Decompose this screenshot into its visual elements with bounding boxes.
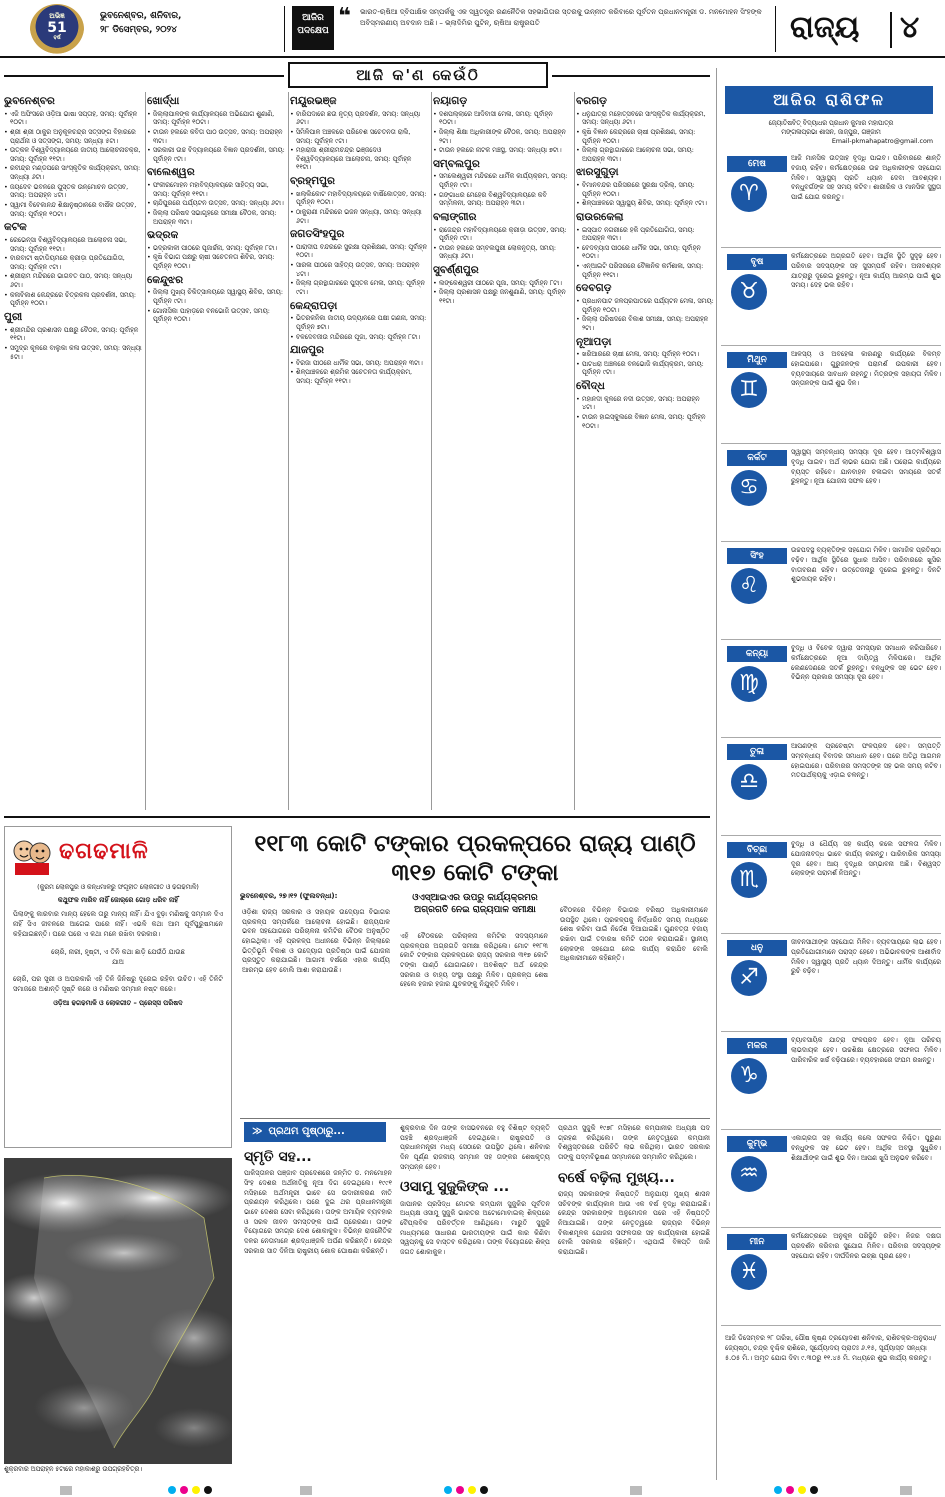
continuation-text-3: ଜାପାନର ପ୍ରସିଦ୍ଧ ମୋଟର କମ୍ପାନୀ ସୁଜୁକିର ପୂର୍ବତନ ଅଧ୍ୟକ୍ଷ ଓସାମୁ ସୁଜୁକି ଭାରତର ଅଟୋମୋବାଇଲ୍ ଶିଳ୍ପରେ ବୈପ୍ଲବିକ ପରିବର୍ତ୍ତନ ଆଣିଥିଲେ। ମାରୁତି ସୁଜୁକି ମାଧ୍ୟମରେ ସାଧାରଣ ଭାରତୀୟଙ୍କ ପାଇଁ କାର କିଣିବା ସ୍ୱପ୍ନକୁ ସେ ବାସ୍ତବ କରିଥିଲେ। ତାଙ୍କ ବିୟୋଗରେ ଶିଳ୍ପ ଜଗତ ଶୋକାକୁଳ। — [400, 1199, 550, 1257]
masthead — [0, 0, 945, 58]
print-registration-bar — [0, 1484, 945, 1497]
cartoon-faces-icon — [11, 833, 53, 877]
event-entry: • ଶିଳ୍ପାଞ୍ଚଳରେ ସ୍ୱାସ୍ଥ୍ୟ ଶିବିର, ସମୟ: ପୂର୍ବାହ୍ନ ୯ଟା। — [576, 199, 714, 208]
event-entry: • ଏନ୍ଆଇଟି ପରିସରରେ ବୈଜ୍ଞାନିକ କର୍ମଶାଳା, ସମୟ: ପୂର୍ବାହ୍ନ ୧୧ଟା। — [576, 262, 714, 279]
continuation-text-2: ଶୁକ୍ରବାର ଦିନ ତାଙ୍କ ବାସଭବନରେ ବହୁ ବିଶିଷ୍ଟ ବ୍ୟକ୍ତି ପହଞ୍ଚି ଶ୍ରଦ୍ଧାଞ୍ଜଳି ଦେଇଥିଲେ। ରାଷ୍ଟ୍ରପତି ଓ ପ୍ରଧାନମନ୍ତ୍ରୀ ମଧ୍ୟ ସେଠାରେ ଉପସ୍ଥିତ ଥିଲେ। ଶନିବାର ଦିନ ପୂର୍ଣ୍ଣ ରାଜକୀୟ ସମ୍ମାନ ସହ ତାଙ୍କର ଶେଷକୃତ୍ୟ ସମ୍ପନ୍ନ ହେବ। — [400, 1124, 550, 1171]
folk-sayings-header — [5, 827, 231, 883]
folk-saying-heading: କଥୁଫଳ ମାରିବ ନାହିଁ ଜୋର୍‌ରେ ଗୋଡ଼ ଧରିବ ନାହିଁ — [57, 896, 179, 905]
story-column-3: ବୈଠକରେ ବିଭିନ୍ନ ବିଭାଗର ବରିଷ୍ଠ ଅଧିକାରୀମାନେ ଉପସ୍ଥିତ ଥିଲେ। ପ୍ରକଳ୍ପକୁ ନିର୍ଦ୍ଧାରିତ ସମୟ ମଧ୍ୟରେ ଶେଷ କରିବା ପାଇଁ ନିର୍ଦ୍ଦେଶ ଦିଆଯାଇଛି। ଗୁଣବତ୍ତା ବଜାୟ ରଖିବା ପାଇଁ ତଦାରଖ କମିଟି ଗଠନ କରାଯାଇଛି। ସ୍ଥାନୀୟ ଲୋକଙ୍କ ସହଯୋଗ ନେଇ କାର୍ଯ୍ୟ କରାଯିବ ବୋଲି ଅଧିକାରୀମାନେ କହିଛନ୍ତି। — [560, 906, 708, 963]
badge-bottom-text: ବର୍ଷ — [53, 35, 61, 42]
city-heading: ନୂଆପଡ଼ା — [576, 335, 612, 348]
black-dot — [810, 1486, 818, 1494]
zodiac-divider — [721, 443, 941, 444]
horoscope-title: ଆଜିର ରାଶିଫଳ — [725, 86, 933, 114]
yellow-dot — [798, 1486, 806, 1494]
zodiac-symbol-icon: ♓ — [731, 1254, 767, 1290]
black-dot — [480, 1486, 488, 1494]
zodiac-prediction: ବୁଦ୍ଧି ଓ ବିବେକ ଦ୍ୱାରା ସମସ୍ୟାର ସମାଧାନ କରିପାରିବେ। କର୍ମକ୍ଷେତ୍ରରେ ନୂଆ ଦାୟିତ୍ୱ ମିଳିପାରେ। ଆର୍ଥିକ ଲେଣଦେଣରେ ସତର୍କ ରୁହନ୍ତୁ। ବନ୍ଧୁଙ୍କ ସହ ଭେଟ ହେବ। ବିଭିନ୍ନ ପ୍ରକାର ସମସ୍ୟା ଦୂର ହେବ। — [791, 644, 941, 682]
city-heading: ଦେବଗଡ଼ — [576, 282, 612, 295]
zodiac-symbol-icon: ♈ — [731, 176, 767, 212]
zodiac-sign-block — [721, 642, 941, 740]
divider — [284, 6, 285, 52]
event-entry: • ଟାଉନ ହଲରେ ସମ୍ବଲପୁରୀ ଲୋକନୃତ୍ୟ, ସମୟ: ସନ୍ଧ୍ୟା ୬ଟା। — [433, 244, 571, 261]
zodiac-divider — [721, 247, 941, 248]
zodiac-prediction: ଜୀବନସାଥୀଙ୍କ ସହଯୋଗ ମିଳିବ। ବ୍ୟବସାୟରେ ଲାଭ ହେବ। ପ୍ରତିଯୋଗୀମାନେ ପରାସ୍ତ ହେବେ। ଅଭିଭାବକଙ୍କ ଆଶୀର୍ବାଦ ମିଳିବ। ସ୍ୱାସ୍ଥ୍ୟ ପ୍ରତି ଧ୍ୟାନ ଦିଅନ୍ତୁ। ଧାର୍ମିକ କାର୍ଯ୍ୟରେ ରୁଚି ବଢ଼ିବ। — [791, 938, 941, 976]
event-entry: • ଠାକୁରାଣୀ ମନ୍ଦିରରେ ଭଜନ ସନ୍ଧ୍ୟା, ସମୟ: ସନ୍ଧ୍ୟା ୬ଟା। — [290, 208, 428, 225]
event-entry: • ଗୋନାସିକା ପାହାଡ଼ରେ ବନଭୋଜି ଉତ୍ସବ, ସମୟ: ପୂର୍ବାହ୍ନ ୧୦ଟା। — [147, 307, 285, 324]
event-entry: • ସରକାରୀ ଉଚ୍ଚ ବିଦ୍ୟାଳୟରେ ବିଜ୍ଞାନ ପ୍ରଦର୍ଶନୀ, ସମୟ: ପୂର୍ବାହ୍ନ ୯ଟା। — [147, 146, 285, 163]
city-heading: ବରଗଡ଼ — [576, 95, 607, 107]
event-entry: • ସମଲେଶ୍ୱରୀ ମନ୍ଦିରରେ ଧାର୍ମିକ କାର୍ଯ୍ୟକ୍ରମ, ସମୟ: ପୂର୍ବାହ୍ନ ୯ଟା। — [433, 172, 571, 189]
city-heading: ବ୍ରହ୍ମପୁର — [290, 175, 335, 188]
zodiac-sign-block — [721, 1230, 941, 1328]
zodiac-prediction: ଆପଣଙ୍କ ପ୍ରଚେଷ୍ଟା ଫଳପ୍ରଦ ହେବ। ସମ୍ପତ୍ତି ସମ୍ବନ୍ଧୀୟ ବିବାଦର ସମାଧାନ ହେବ। ଘରେ ଅତିଥି ଆଗମନ ହୋଇପାରେ। ପରିବାରର ସମସ୍ତଙ୍କ ସହ ଭଲ ସମୟ କଟିବ। ମତପାର୍ଥକ୍ୟକୁ ଏଡ଼ାଇ ଚଳନ୍ତୁ। — [791, 742, 941, 780]
zodiac-sign-name: କନ୍ୟା — [727, 646, 787, 662]
event-entry: • ଟାଉନ ହାଇସ୍କୁଲରେ ବିଜ୍ଞାନ ମେଳା, ସମୟ: ପୂର୍ବାହ୍ନ ୧୦ଟା। — [576, 413, 714, 430]
event-entry: • ରବୀନ୍ଦ୍ର ମଣ୍ଡପରେ ସାଂସ୍କୃତିକ କାର୍ଯ୍ୟକ୍ରମ, ସମୟ: ସନ୍ଧ୍ୟା ୬ଟା। — [4, 164, 142, 181]
zodiac-sign-name: ବୃଷ — [727, 254, 787, 270]
city-heading: ବୌଦ୍ଧ — [576, 380, 605, 393]
city-heading: ପୁରୀ — [4, 311, 23, 323]
zodiac-divider — [721, 1031, 941, 1032]
listings-column-3 — [290, 92, 428, 810]
zodiac-divider — [721, 1129, 941, 1130]
listings-banner-row — [0, 62, 710, 90]
zodiac-sign-name: କୁମ୍ଭ — [727, 1136, 787, 1152]
continuation-text-4: ପ୍ରଥମ ସୁଜୁକି ୧୯୭୮ ମସିହାରେ କମ୍ପାନୀର ଅଧ୍ୟକ୍ଷ ପଦ ଗ୍ରହଣ କରିଥିଲେ। ତାଙ୍କ ନେତୃତ୍ୱରେ କମ୍ପାନୀ ବିଶ୍ୱସ୍ତରରେ ପରିଚିତି ଲାଭ କରିଥିଲା। ଭାରତ ସରକାର ତାଙ୍କୁ ପଦ୍ମବିଭୂଷଣ ସମ୍ମାନରେ ସମ୍ମାନିତ କରିଥିଲେ। — [558, 1124, 710, 1162]
city-heading: ଭୁବନେଶ୍ବର — [4, 95, 55, 107]
city-heading: ଭଦ୍ରକ — [147, 229, 179, 242]
column-rule — [574, 92, 575, 810]
zodiac-sign-name: ସିଂହ — [727, 548, 787, 564]
zodiac-symbol-icon: ♏ — [731, 862, 767, 898]
event-entry: • ପାଟଧରା ଅଞ୍ଚଳରେ ବନଭୋଜି କାର୍ଯ୍ୟକ୍ରମ, ସମୟ: ପୂର୍ବାହ୍ନ ୯ଟା। — [576, 360, 714, 377]
event-entry: • ଦଶପଲ୍ଲାରେ ଆଦିବାସୀ ମେଳା, ସମୟ: ପୂର୍ବାହ୍ନ ୧୦ଟା। — [433, 110, 571, 127]
satellite-caption: ଶୁକ୍ରବାର ଅପରାହ୍ନ ୫ଟାରେ ମହାକାଶରୁ ଉପଗ୍ରହଚିତ୍ର। — [4, 1466, 143, 1473]
zodiac-prediction: ଆଜି ମାନସିକ ଉତ୍ସାହ ବୃଦ୍ଧି ପାଇବ। ପରିବାରରେ ଶାନ୍ତି ବଜାୟ ରହିବ। କର୍ମକ୍ଷେତ୍ରରେ ଉଚ୍ଚ ଅଧିକାରୀଙ୍କ ସହଯୋଗ ମିଳିବ। ସ୍ୱାସ୍ଥ୍ୟ ପ୍ରତି ଧ୍ୟାନ ଦେବା ଆବଶ୍ୟକ। ବନ୍ଧୁବର୍ଗଙ୍କ ସହ ସମୟ କଟିବ। ଶାରୀରିକ ଓ ମାନସିକ ସୁସ୍ଥତା ପାଇଁ ଯୋଗ କରନ୍ତୁ। — [791, 154, 941, 201]
folk-saying-body-2: ଚୋରି, ପର ସ୍ତ୍ରୀ ଓ ଅପରକାରି ଏହି ତିନି ଜିନିଷରୁ ଦୂରେଇ ରହିବା ଉଚିତ। ଏହି ତିନିଟି ସମାଜରେ ଅଶାନ୍ତି ସୃଷ୍ଟି କରେ ଓ ମଣିଷର ସମ୍ମାନ ନଷ୍ଟ କରେ। — [13, 975, 223, 994]
event-entry: • ଚାନ୍ଦିପୁରରେ ପର୍ଯ୍ୟଟନ ଉତ୍ସବ, ସମୟ: ସନ୍ଧ୍ୟା ୬ଟା। — [147, 199, 285, 208]
cyan-dot — [774, 1486, 782, 1494]
event-entry: • କୃଷି ବିଜ୍ଞାନ କେନ୍ଦ୍ରରେ ଚାଷୀ ପ୍ରଶିକ୍ଷଣ, ସମୟ: ପୂର୍ବାହ୍ନ ୧୦ଟା। — [576, 128, 714, 145]
zodiac-sign-name: ଧନୁ — [727, 940, 787, 956]
event-entry: • ଟାଉନ ହଲରେ ନାଟକ ମଞ୍ଚସ୍ଥ, ସମୟ: ସନ୍ଧ୍ୟା ୭ଟା। — [433, 146, 571, 155]
event-entry: • ବେଦବ୍ୟାସ ପୀଠରେ ଧାର୍ମିକ ସଭା, ସମୟ: ପୂର୍ବାହ୍ନ ୧୦ଟା। — [576, 244, 714, 261]
event-entry: • ଜିଲ୍ଲା ପରିଷଦ ସଭାଗୃହରେ ସମୀକ୍ଷା ବୈଠକ, ସମୟ: ଅପରାହ୍ନ ୩ଟା। — [147, 209, 285, 226]
event-entry: • ଜିଲ୍ଲା ମୁଖ୍ୟ ଚିକିତ୍ସାଳୟରେ ସ୍ୱାସ୍ଥ୍ୟ ଶିବିର, ସମୟ: ପୂର୍ବାହ୍ନ ୯ଟା। — [147, 288, 285, 305]
continuation-heading-1: ସ୍ମୃତି ସହ... — [244, 1149, 312, 1165]
event-entry: • ରାଜେନ୍ଦ୍ର ମହାବିଦ୍ୟାଳୟରେ କ୍ରୀଡ଼ା ଉତ୍ସବ, ସମୟ: ପୂର୍ବାହ୍ନ ୯ଟା। — [433, 226, 571, 243]
zodiac-symbol-icon: ♊ — [731, 372, 767, 408]
event-entry: • ମହାନଦୀ କୂଳରେ ନଦୀ ଉତ୍ସବ, ସମୟ: ଅପରାହ୍ନ ୪ଟା। — [576, 395, 714, 412]
magenta-dot — [180, 1486, 188, 1494]
listings-column-4 — [433, 92, 571, 810]
zodiac-sign-block — [721, 1034, 941, 1132]
continuation-text-1: ପାକିସ୍ତାନର ପଞ୍ଜାବ ପ୍ରଦେଶରେ ଜନ୍ମିତ ଡ. ମନମୋହନ ସିଂହ ଦେଶର ଅର୍ଥନୀତିକୁ ନୂଆ ଦିଗ ଦେଇଥିଲେ। ୧୯୯୧ ମସିହାରେ ଅର୍ଥମନ୍ତ୍ରୀ ଭାବେ ସେ ଉଦାରୀକରଣ ନୀତି ପ୍ରଣୟନ କରିଥିଲେ। ପରେ ଦୁଇ ଥର ପ୍ରଧାନମନ୍ତ୍ରୀ ଭାବେ ଦେଶର ସେବା କରିଥିଲେ। ତାଙ୍କ ଅମାୟିକ ବ୍ୟବହାର ଓ ସରଳ ଜୀବନ ସମସ୍ତଙ୍କ ପାଇଁ ପ୍ରେରଣା। ତାଙ୍କ ବିୟୋଗରେ ସମଗ୍ର ଦେଶ ଶୋକାକୁଳ। ବିଭିନ୍ନ ରାଜନୈତିକ ଦଳର ନେତାମାନେ ଶ୍ରଦ୍ଧାଞ୍ଜଳି ଅର୍ପଣ କରିଛନ୍ତି। କେନ୍ଦ୍ର ସରକାର ସାତ ଦିନିଆ ରାଷ୍ଟ୍ରୀୟ ଶୋକ ଘୋଷଣା କରିଛନ୍ତି। — [244, 1169, 392, 1255]
event-entry: • ଗଙ୍ଗାଧର ମେହେର ବିଶ୍ୱବିଦ୍ୟାଳୟରେ କବି ସମ୍ମିଳନୀ, ସମୟ: ଅପରାହ୍ନ ୩ଟା। — [433, 191, 571, 208]
event-entry: • ଜିଲ୍ଲା ପ୍ରଶାସନ ପକ୍ଷରୁ ଜନଶୁଣାଣି, ସମୟ: ପୂର୍ବାହ୍ନ ୧୧ଟା। — [433, 288, 571, 305]
zodiac-sign-name: ବିଚ୍ଛା — [727, 842, 787, 858]
print-mark — [300, 1486, 312, 1495]
continuation-text-5: ରାଜ୍ୟ ସରକାରଙ୍କ ନିଷ୍ପତ୍ତି ଅନୁଯାୟୀ ମୁଖ୍ୟ ଶାସନ ସଚିବଙ୍କ କାର୍ଯ୍ୟକାଳ ଆଉ ଏକ ବର୍ଷ ବୃଦ୍ଧି କରାଯାଇଛି। କେନ୍ଦ୍ର ସରକାରଙ୍କ ଅନୁମୋଦନ ପରେ ଏହି ନିଷ୍ପତ୍ତି ନିଆଯାଇଛି। ତାଙ୍କ ନେତୃତ୍ୱରେ ରାଜ୍ୟର ବିଭିନ୍ନ ବିକାଶମୂଳକ ଯୋଜନା ସଫଳତାର ସହ କାର୍ଯ୍ୟକାରୀ ହୋଇଛି ବୋଲି ସରକାର କହିଛନ୍ତି। ଏଥିପାଇଁ ବିଜ୍ଞପ୍ତି ଜାରି କରାଯାଇଛି। — [558, 1189, 710, 1257]
zodiac-divider — [721, 541, 941, 542]
event-listings — [4, 92, 712, 810]
event-entry: • ମହାରାଜା ଶ୍ରୀରାମଚନ୍ଦ୍ର ଭଞ୍ଜଦେଓ ବିଶ୍ୱବିଦ୍ୟାଳୟରେ ଆଲୋଚନା, ସମୟ: ପୂର୍ବାହ୍ନ ୧୧ଟା। — [290, 146, 428, 172]
zodiac-prediction: ବୁଦ୍ଧି ଓ ଧୈର୍ଯ୍ୟ ସହ କାର୍ଯ୍ୟ କଲେ ସଫଳତା ମିଳିବ। ଯୋଜନାବଦ୍ଧ ଭାବେ କାର୍ଯ୍ୟ କରନ୍ତୁ। ପାରିବାରିକ ସମସ୍ୟା ଦୂର ହେବ। ଆୟ ବୃଦ୍ଧିର ସମ୍ଭାବନା ଅଛି। ବିଶ୍ୱସ୍ତ ଲୋକଙ୍କ ପରାମର୍ଶ ନିଅନ୍ତୁ। — [791, 840, 941, 878]
zodiac-sign-name: ମେଷ — [727, 156, 787, 172]
satellite-map-graphic — [4, 1158, 232, 1464]
city-heading: ମୟୂରଭଞ୍ଜ — [290, 95, 337, 107]
yellow-dot — [468, 1486, 476, 1494]
event-entry: • ବଳଦେବଜୀଉ ମନ୍ଦିରରେ ପୂଜା, ସମୟ: ପୂର୍ବାହ୍ନ ୮ଟା। — [290, 333, 428, 342]
zodiac-symbol-icon: ♌ — [731, 568, 767, 604]
zodiac-prediction: ସ୍ୱାସ୍ଥ୍ୟ ସମ୍ବନ୍ଧୀୟ ସମସ୍ୟା ଦୂର ହେବ। ଆତ୍ମବିଶ୍ୱାସ ବୃଦ୍ଧି ପାଇବ। ଅର୍ଥ ଲାଭର ଯୋଗ ଅଛି। ଘରୋଇ କାର୍ଯ୍ୟରେ ବ୍ୟସ୍ତ ରହିବେ। ଯାନବାହନ ଚଳାଇବା ସମୟରେ ସତର୍କ ରୁହନ୍ତୁ। ନୂଆ ଯୋଜନା ସଫଳ ହେବ। — [791, 448, 941, 486]
cyan-dot — [444, 1486, 452, 1494]
zodiac-prediction: ଏକାଗ୍ରତା ସହ କାର୍ଯ୍ୟ କଲେ ସଫଳତା ନିଶ୍ଚିତ। ପୁରୁଣା ବନ୍ଧୁଙ୍କ ସହ ଭେଟ ହେବ। ଆର୍ଥିକ ଅବସ୍ଥା ସୁଧୁରିବ। ଶିକ୍ଷାର୍ଥୀଙ୍କ ପାଇଁ ଶୁଭ ଦିନ। ଆପଣ ଖୁସି ଅନୁଭବ କରିବେ। — [791, 1134, 941, 1162]
event-entry: • ଖରିଆରରେ ଚାଷୀ ମେଳା, ସମୟ: ପୂର୍ବାହ୍ନ ୧୦ଟା। — [576, 350, 714, 359]
zodiac-symbol-icon: ♍ — [731, 666, 767, 702]
zodiac-divider — [721, 933, 941, 934]
astrologer-email: Email-pkmahapatro@gmail.com — [831, 137, 933, 145]
event-entry: • ଜୟଦେବ ଭବନରେ ପୁସ୍ତକ ଉନ୍ମୋଚନ ଉତ୍ସବ, ସମୟ: ଅପରାହ୍ନ ୪ଟା। — [4, 183, 142, 200]
event-entry: • ଇସ୍ପାତ ନଗରୀରେ ହକି ପ୍ରତିଯୋଗିତା, ସମୟ: ଅପରାହ୍ନ ୩ଟା। — [576, 226, 714, 243]
zodiac-prediction: ଆଳସ୍ୟ ଓ ଅବହେଳା କାରଣରୁ କାର୍ଯ୍ୟରେ ବିଳମ୍ବ ହୋଇପାରେ। ଗୁରୁଜନଙ୍କ ପରାମର୍ଶ ଉପକାରୀ ହେବ। ବ୍ୟବସାୟରେ ସାବଧାନ ରହନ୍ତୁ। ମିତ୍ରଙ୍କ ସହାୟତା ମିଳିବ। ସନ୍ତାନଙ୍କ ପାଇଁ ଶୁଭ ଦିନ। — [791, 350, 941, 388]
section-name: ରାଜ୍ୟ — [790, 10, 860, 45]
magenta-dot — [786, 1486, 794, 1494]
city-heading: ଝାରସୁଗୁଡ଼ା — [576, 166, 619, 179]
event-entry: • ଶ୍ରୀମନ୍ଦିର ପ୍ରଶାସନ ପକ୍ଷରୁ ବୈଠକ, ସମୟ: ପୂର୍ବାହ୍ନ ୧୧ଟା। — [4, 326, 142, 343]
continuation-heading-2: ଓସାମୁ ସୁଜୁକିଙ୍କ ... — [400, 1179, 510, 1196]
thought-label-line-2: ପଦକ୍ଷେପ — [297, 25, 329, 36]
satellite-weather-image — [4, 1158, 232, 1464]
main-headline: ୧୧୮୩ କୋଟି ଟଙ୍କାର ପ୍ରକଳ୍ପରେ ରାଜ୍ୟ ପାଣ୍ଠି ୩୧୭ କୋଟି ଟଙ୍କା — [254, 831, 696, 886]
city-heading: ରାଉରକେଲା — [576, 210, 624, 223]
event-entry: • ପ୍ରଧାନପାଟ ଜଳପ୍ରପାତରେ ପର୍ଯ୍ୟଟନ ମେଳା, ସମୟ: ପୂର୍ବାହ୍ନ ୧୦ଟା। — [576, 297, 714, 314]
zodiac-prediction: ବ୍ୟାବସାୟିକ ଯାତ୍ରା ଫଳପ୍ରଦ ହେବ। ନୂଆ ପରିଚୟ ଲାଭଦାୟକ ହେବ। ଉଚ୍ଚଶିକ୍ଷା କ୍ଷେତ୍ରରେ ସଫଳତା ମିଳିବ। ପାରିବାରିକ ଖର୍ଚ୍ଚ ବଢ଼ିପାରେ। ବ୍ୟବହାରରେ ସଂଯମ ରଖନ୍ତୁ। — [791, 1036, 941, 1064]
divider — [775, 6, 776, 52]
listings-banner: ଆଜି କ'ଣ କେଉଁଠି — [288, 62, 548, 88]
story-rule — [240, 1118, 710, 1119]
zodiac-prediction: କର୍ମକ୍ଷେତ୍ରରେ ଅନୁକୂଳ ପରିସ୍ଥିତି ରହିବ। ନିଜର ଦକ୍ଷତା ପ୍ରଦର୍ଶନ କରିବାର ସୁଯୋଗ ମିଳିବ। ପରିବାର ସଦସ୍ୟଙ୍କ ସହଯୋଗ ରହିବ। ଦୀର୍ଘଦିନର ଇଚ୍ଛା ପୂରଣ ହେବ। — [791, 1232, 941, 1260]
event-entry: • ଜିଲ୍ଲା ଶିକ୍ଷା ଅଧିକାରୀଙ୍କ ବୈଠକ, ସମୟ: ଅପରାହ୍ନ ୨ଟା। — [433, 128, 571, 145]
badge-top-text: ଅଭିଜ୍ଞ — [49, 12, 65, 20]
city-heading: ଖୋର୍ଦ୍ଧା — [147, 95, 180, 107]
cyan-dot — [168, 1486, 176, 1494]
event-entry: • ବାରବାଟୀ ଷ୍ଟାଡିୟମରେ କ୍ରୀଡ଼ା ପ୍ରତିଯୋଗିତା, ସମୟ: ପୂର୍ବାହ୍ନ ୯ଟା। — [4, 254, 142, 271]
event-entry: • ବିରଜା ପୀଠରେ ଧାର୍ମିକ ସଭା, ସମୟ: ଅପରାହ୍ନ ୩ଟା। — [290, 359, 428, 368]
date-weekday: ଭୁବନେଶ୍ବର, ଶନିବାର, — [100, 11, 182, 21]
zodiac-sign-name: କର୍କଟ — [727, 450, 787, 466]
zodiac-sign-block — [721, 250, 941, 348]
event-entry: • ଏଜି ଅଫିସରେ ଓଡ଼ିଆ ଭାଷା ସପ୍ତାହ, ସମୟ: ପୂର୍ବାହ୍ନ ୧୦ଟା। — [4, 110, 142, 127]
event-entry: • ଜିଲ୍ଲା ଗ୍ରନ୍ଥାଗାରରେ ପୁସ୍ତକ ମେଳା, ସମୟ: ପୂର୍ବାହ୍ନ ୯ଟା। — [290, 279, 428, 296]
folk-verse: ଚୋରି, ନାରୀ, ହୃଷ୍ଟୀ, ଏ ତିନି କଥା ଛାଡ଼ି ଯେଉଁଠି ଯାଉଛ ଯାଅ — [51, 947, 185, 966]
event-entry: • ପାରାଦୀପ ବନ୍ଦରରେ ସୁରକ୍ଷା ପ୍ରଶିକ୍ଷଣ, ସମୟ: ପୂର୍ବାହ୍ନ ୧୦ଟା। — [290, 243, 428, 260]
event-entry: • କଳାବିକାଶ କେନ୍ଦ୍ରରେ ଚିତ୍ରକଳା ପ୍ରଦର୍ଶନୀ, ସମୟ: ପୂର୍ବାହ୍ନ ୧୦ଟା। — [4, 291, 142, 308]
column-rule — [288, 92, 289, 810]
badge-number: 51 — [47, 20, 67, 37]
folk-sayings-box — [4, 826, 232, 1148]
print-mark — [900, 1486, 912, 1495]
zodiac-sign-block — [721, 838, 941, 936]
divider — [890, 12, 892, 48]
event-entry: • ଶ୍ରୀ ଶ୍ରୀ ଠାକୁର ଅନୁକୂଳଚନ୍ଦ୍ର ସତ୍ସଙ୍ଗ ବିହାରରେ ପ୍ରାର୍ଥନା ଓ ସତ୍ସଙ୍ଗ, ସମୟ: ସନ୍ଧ୍ୟା ୫ଟା। — [4, 128, 142, 145]
event-entry: • ଫକୀରମୋହନ ମହାବିଦ୍ୟାଳୟରେ ସାହିତ୍ୟ ସଭା, ସମୟ: ପୂର୍ବାହ୍ନ ୧୧ଟା। — [147, 181, 285, 198]
event-entry: • ଟାଉନ ହଲରେ କବିତା ପାଠ ଉତ୍ସବ, ସମୟ: ଅପରାହ୍ନ ୩ଟା। — [147, 128, 285, 145]
event-entry: • ସିମିଳିପାଳ ଅଞ୍ଚଳରେ ପରିବେଶ ସଚେତନତା ରାଲି, ସମୟ: ପୂର୍ବାହ୍ନ ୯ଟା। — [290, 128, 428, 145]
thought-label — [292, 6, 334, 50]
continuation-column-1 — [244, 1146, 392, 1474]
zodiac-divider — [721, 1325, 941, 1326]
event-entry: • ଉତ୍କଳ ବିଶ୍ୱବିଦ୍ୟାଳୟରେ ଜାତୀୟ ଆଲୋଚନାଚକ୍ର, ସମୟ: ପୂର୍ବାହ୍ନ ୧୧ଟା। — [4, 146, 142, 163]
section-rule — [4, 816, 710, 818]
zodiac-divider — [721, 345, 941, 346]
print-mark — [630, 1486, 642, 1495]
zodiac-symbol-icon: ♑ — [731, 1058, 767, 1094]
event-entry: • ଲଙ୍କେଶ୍ୱରୀ ପୀଠରେ ପୂଜା, ସମୟ: ପୂର୍ବାହ୍ନ ୮ଟା। — [433, 279, 571, 288]
continuation-heading-3: ବର୍ଷେ ବଢ଼ିଲା ମୁଖ୍ୟ... — [558, 1169, 675, 1186]
zodiac-symbol-icon: ♎ — [731, 764, 767, 800]
city-heading: ଜଗତସିଂହପୁର — [290, 228, 345, 241]
zodiac-prediction: କର୍ମକ୍ଷେତ୍ରରେ ଅଗ୍ରଗତି ହେବ। ଆର୍ଥିକ ସ୍ଥିତି ସୁଦୃଢ଼ ହେବ। ପରିବାର ସଦସ୍ୟଙ୍କ ସହ ସୁସମ୍ପର୍କ ରହିବ। ଅନାବଶ୍ୟକ ଯାତ୍ରାରୁ ଦୂରେଇ ରୁହନ୍ତୁ। ନୂଆ କାର୍ଯ୍ୟ ଆରମ୍ଭ ପାଇଁ ଶୁଭ ସମୟ। ଦେହ ଭଲ ରହିବ। — [791, 252, 941, 290]
horoscope-panel — [716, 68, 945, 1480]
zodiac-symbol-icon: ♉ — [731, 274, 767, 310]
magenta-dot — [456, 1486, 464, 1494]
folk-sayings-credit: ଓଡ଼ିଆ ଢଗଢମାଳି ଓ ଲୋକଗୀତ – ପ୍ରେସ୍‌ସ ପରିଷଦ — [53, 999, 183, 1008]
zodiac-sign-block — [721, 348, 941, 446]
quote-icon: ❝ — [338, 4, 351, 29]
city-heading: କଟକ — [4, 221, 27, 234]
event-entry: • ଶିଳ୍ପାଞ୍ଚଳରେ ଶ୍ରମିକ ସଚେତନତା କାର୍ଯ୍ୟକ୍ରମ, ସମୟ: ପୂର୍ବାହ୍ନ ୧୧ଟା। — [290, 368, 428, 385]
folk-sayings-subtitle: (କୁରମ ଲୋକପୁର ଓ କନ୍ଧମାଳରୁ ସଂଗୃହୀତ ଲୋକଗୀତ ଓ ଢଗଢମାଳି) — [37, 884, 199, 891]
continued-from-front-label: ≫ ପ୍ରଥମ ପୃଷ୍ଠାରୁ... — [244, 1122, 386, 1142]
thought-text: ଭାରତ-ଋଷିଆ ଦ୍ବିପାକ୍ଷିକ ସମ୍ପର୍କକୁ ଏକ ସ୍ୱତନ୍ତ୍ର ରଣନୈତିକ ସହଭାଗିତାର ସ୍ତରକୁ ଉନ୍ନୀତ କରିବାରେ ପୂର୍ବତନ ପ୍ରଧାନମନ୍ତ୍ରୀ ଡ. ମନମୋହନ ସିଂହଙ୍କ ଅବିସ୍ମରଣୀୟ ଅବଦାନ ଅଛି। – ଭ୍ଲାଦିମିର ପୁଟିନ୍, ଋଷିଆ ରାଷ୍ଟ୍ରପତି — [360, 8, 762, 27]
zodiac-sign-name: ତୁଳା — [727, 744, 787, 760]
event-entry: • ସ୍ୱାମୀ ବିବେକାନନ୍ଦ ଶିକ୍ଷାନୁଷ୍ଠାନରେ ବାର୍ଷିକ ଉତ୍ସବ, ସମୟ: ପୂର୍ବାହ୍ନ ୧୦ଟା। — [4, 201, 142, 218]
event-entry: • ଧନୁଯାତ୍ରା ମହୋତ୍ସବରେ ସାଂସ୍କୃତିକ କାର୍ଯ୍ୟକ୍ରମ, ସମୟ: ସନ୍ଧ୍ୟା ୬ଟା। — [576, 110, 714, 127]
banner-rule-right — [552, 75, 710, 77]
city-heading: କେନ୍ଦୁଝର — [147, 273, 184, 286]
zodiac-sign-block — [721, 152, 941, 250]
zodiac-sign-name: ମକର — [727, 1038, 787, 1054]
event-entry: • ବିମାନବନ୍ଦର ପରିସରରେ ସୁରକ୍ଷା ଡ୍ରିଲ୍, ସମୟ: ପୂର୍ବାହ୍ନ ୧୦ଟା। — [576, 181, 714, 198]
event-entry: • ବାରିପଦାରେ ଛଉ ନୃତ୍ୟ ପ୍ରଦର୍ଶନ, ସମୟ: ସନ୍ଧ୍ୟା ୬ଟା। — [290, 110, 428, 127]
banner-rule-left — [4, 75, 284, 77]
thought-label-line-1: ଆଜିର — [302, 13, 324, 23]
zodiac-sign-block — [721, 936, 941, 1034]
event-entry: • ସାରଳା ପୀଠରେ ସାହିତ୍ୟ ଉତ୍ସବ, ସମୟ: ଅପରାହ୍ନ ୪ଟା। — [290, 261, 428, 278]
city-heading: ନୟାଗଡ଼ — [433, 95, 468, 107]
event-entry: • ଭଦ୍ରକାଳୀ ପୀଠରେ ପୂଜାର୍ଚ୍ଚନା, ସମୟ: ପୂର୍ବାହ୍ନ ୮ଟା। — [147, 244, 285, 253]
event-entry: • ଖଲ୍ଲିକୋଟ ମହାବିଦ୍ୟାଳୟରେ ବାର୍ଷିକୋତ୍ସବ, ସମୟ: ପୂର୍ବାହ୍ନ ୧୦ଟା। — [290, 190, 428, 207]
city-heading: ଯାଜପୁର — [290, 344, 324, 357]
zodiac-sign-name: ମୀନ — [727, 1234, 787, 1250]
zodiac-symbol-icon: ♒ — [731, 1156, 767, 1192]
event-entry: • ଜିଲ୍ଲା ଗ୍ରନ୍ଥାଗାରରେ ଆଲୋଚନା ସଭା, ସମୟ: ଅପରାହ୍ନ ୩ଟା। — [576, 146, 714, 163]
listings-column-2 — [147, 92, 285, 810]
black-dot — [204, 1486, 212, 1494]
zodiac-sign-block — [721, 544, 941, 642]
event-entry: • ରେଭେନ୍ସା ବିଶ୍ୱବିଦ୍ୟାଳୟରେ ଆଲୋଚନା ସଭା, ସମୟ: ପୂର୍ବାହ୍ନ ୧୧ଟା। — [4, 236, 142, 253]
date-value: ୨୮ ଡିସେମ୍ବର, ୨୦୨୪ — [100, 24, 177, 35]
folk-sayings-title: ଢଗଢମାଳି — [59, 839, 149, 864]
zodiac-list — [717, 152, 945, 1328]
column-rule — [145, 92, 146, 810]
event-entry: • ଭିତରକନିକା ଜାତୀୟ ଉଦ୍ୟାନରେ ପକ୍ଷୀ ଗଣନା, ସମୟ: ପୂର୍ବାହ୍ନ ୭ଟା। — [290, 314, 428, 331]
story-column-1: ଓଡ଼ିଶା ରାଜ୍ୟ ସରକାର ଓ ସହାୟକ ଉଦ୍ୟୋଗ ବିଭାଗର ପ୍ରକଳ୍ପ ସମ୍ପର୍କରେ ଆଲୋଚନା ହୋଇଛି। ରାଜ୍ୟପାଳ ଭବନ ସହଯୋଗରେ ପରିଚାଳନା କମିଟିର ବୈଠକ ଅନୁଷ୍ଠିତ ହୋଇଥିଲା। ଏହି ପ୍ରକଳ୍ପ ଅଧୀନରେ ବିଭିନ୍ନ ଜିଲ୍ଲାରେ ଭିତ୍ତିଭୂମି ବିକାଶ ଓ ଉଦ୍ୟୋଗ ପ୍ରତିଷ୍ଠା ପାଇଁ ଯୋଜନା ପ୍ରସ୍ତୁତ କରାଯାଇଛି। ଆଗାମୀ ବର୍ଷରେ ଏହାର କାର୍ଯ୍ୟ ଆରମ୍ଭ ହେବ ବୋଲି ଆଶା କରାଯାଉଛି। — [242, 908, 390, 975]
zodiac-prediction: ଉଚ୍ଚପଦସ୍ଥ ବ୍ୟକ୍ତିଙ୍କ ସହଯୋଗ ମିଳିବ। ସାମାଜିକ ପ୍ରତିଷ୍ଠା ବଢ଼ିବ। ଆର୍ଥିକ ସ୍ଥିତିରେ ସୁଧାର ଆସିବ। ପରିବାରରେ ଖୁସିର ବାତାବରଣ ରହିବ। ଉତ୍ତେଜନାରୁ ଦୂରେଇ ରୁହନ୍ତୁ। ଦିନଟି ଶୁଭଦାୟକ ରହିବ। — [791, 546, 941, 584]
continuation-column-3 — [558, 1124, 710, 1474]
event-entry: • ଜିଲ୍ଲା ପରିଷଦରେ ବିକାଶ ସମୀକ୍ଷା, ସମୟ: ଅପରାହ୍ନ ୨ଟା। — [576, 315, 714, 332]
event-entry: • କୃଷି ବିଭାଗ ପକ୍ଷରୁ ଚାଷୀ ସଚେତନତା ଶିବିର, ସମୟ: ପୂର୍ବାହ୍ନ ୧୦ଟା। — [147, 253, 285, 270]
zodiac-divider — [721, 639, 941, 640]
city-heading: ସୁବର୍ଣ୍ଣପୁର — [433, 264, 479, 277]
event-entry: • ଜିଲ୍ଲାପାଳଙ୍କ କାର୍ଯ୍ୟାଳୟରେ ଅଭିଯୋଗ ଶୁଣାଣି, ସମୟ: ପୂର୍ବାହ୍ନ ୧୦ଟା। — [147, 110, 285, 127]
zodiac-divider — [721, 737, 941, 738]
listings-column-5 — [576, 92, 714, 810]
anniversary-badge — [30, 4, 84, 54]
zodiac-sign-block — [721, 446, 941, 544]
column-rule — [431, 92, 432, 810]
print-mark — [60, 1486, 72, 1495]
page-number: ୪ — [900, 10, 920, 45]
story-column-2: ଏହି ବୈଠକରେ ପରିଚାଳନା କମିଟିର ସଦସ୍ୟମାନେ ପ୍ରକଳ୍ପର ଅଗ୍ରଗତି ସମୀକ୍ଷା କରିଥିଲେ। ମୋଟ ୧୧୮୩ କୋଟି ଟଙ୍କାର ପ୍ରକଳ୍ପରେ ରାଜ୍ୟ ସରକାର ୩୧୭ କୋଟି ଟଙ୍କା ପାଣ୍ଠି ଯୋଗାଇବେ। ଅବଶିଷ୍ଟ ଅର୍ଥ କେନ୍ଦ୍ର ସରକାର ଓ ବାହ୍ୟ ସଂସ୍ଥା ପକ୍ଷରୁ ମିଳିବ। ପ୍ରକଳ୍ପ ଶେଷ ହେଲେ ହଜାର ହଜାର ଯୁବକଙ୍କୁ ନିଯୁକ୍ତି ମିଳିବ। — [400, 932, 548, 989]
zodiac-sign-block — [721, 740, 941, 838]
zodiac-divider — [721, 1227, 941, 1228]
dateline — [100, 10, 270, 37]
city-heading: କେନ୍ଦ୍ରାପଡ଼ା — [290, 299, 338, 312]
story-dateline: ଭୁବନେଶ୍ବର, ୨୭।୧୨ (ଫୁଲବନ୍ଧା): — [240, 892, 338, 900]
folk-saying-body: ପିଲାଙ୍କୁ କାରବାର ମାନ୍ୟ ହେଲେ ତାରୁ ମାନ୍ୟ ନାହିଁ। ଯିଏ ବୁଢ଼ା ମଣିଷକୁ ସମ୍ମାନ ଦିଏ ନାହିଁ ସିଏ ଜୀବନରେ ଆଗେଇ ପାରେ ନାହିଁ। ଏଭଳି କଥା ଆମ ପୂର୍ବପୁରୁଷମାନେ କହିଯାଇଛନ୍ତି। ଘରେ ଘରେ ଏ କଥା ମନେ ରଖିବା ଦରକାର। — [13, 910, 223, 938]
listings-column-1 — [4, 92, 142, 810]
zodiac-symbol-icon: ♋ — [731, 470, 767, 506]
city-heading: ସମ୍ବଲପୁର — [433, 157, 480, 170]
zodiac-symbol-icon: ♐ — [731, 960, 767, 996]
zodiac-sign-name: ମିଥୁନ — [727, 352, 787, 368]
city-heading: ବଲାଙ୍ଗୀର — [433, 210, 477, 223]
astrologer-name: ଜ୍ୟୋତିଷବିତ୍ ବିଦ୍ୟାଧର ପ୍ରଧାନ କୁମାର ମହାପାତ୍ର — [768, 120, 894, 127]
zodiac-sign-block — [721, 1132, 941, 1230]
panchang-text: ଆଜି ଡିସେମ୍ବର ୨୮ ତାରିଖ, ପୌଷ କୃଷ୍ଣ ତ୍ରୟୋଦଶୀ ଶନିବାର, ରାଶିଚକ୍ର-ଅନୁରାଧା/ଜ୍ୟେଷ୍ଠା, ଚନ୍ଦ୍ର ବୃଶ୍ଚିକ ରାଶିରେ, ସୂର୍ଯ୍ୟୋଦୟ ପ୍ରାତଃ ୬.୧୫, ସୂର୍ଯ୍ୟାସ୍ତ ସନ୍ଧ୍ୟା ୫.୦୫ ମି.। ଅମୃତ ଯୋଗ ଦିବା ୯.୩୦ରୁ ୧୧.୪୫ ମି. ମଧ୍ୟରେ ଶୁଭ କାର୍ଯ୍ୟ କରନ୍ତୁ। — [725, 1334, 937, 1363]
city-heading: ବାଲେଶ୍ୱର — [147, 166, 195, 179]
continuation-column-2 — [400, 1124, 550, 1474]
event-entry: • ଶ୍ରୀରାମ ମନ୍ଦିରରେ ଭାଗବତ ପାଠ, ସମୟ: ସନ୍ଧ୍ୟା ୬ଟା। — [4, 272, 142, 289]
zodiac-divider — [721, 835, 941, 836]
yellow-dot — [192, 1486, 200, 1494]
astrologer-address: ମଙ୍ଗଳାପ୍ରଭା ଶାସନ, ଜାଜ୍ପୁର, ଗଞ୍ଜାମ — [781, 129, 881, 137]
event-entry: • ସମୁଦ୍ର କୂଳରେ ବାଲୁକା କଳା ଉତ୍ସବ, ସମୟ: ସନ୍ଧ୍ୟା ୫ଟା। — [4, 344, 142, 361]
story-subheading: ଓଏସ୍‌ଆଇଏର ଉପରୁ କାର୍ଯ୍ୟକ୍ରମର ଅଗ୍ରଗତି ନେଇ ରାଜ୍ୟପାଳ ସମୀକ୍ଷା — [412, 893, 538, 916]
